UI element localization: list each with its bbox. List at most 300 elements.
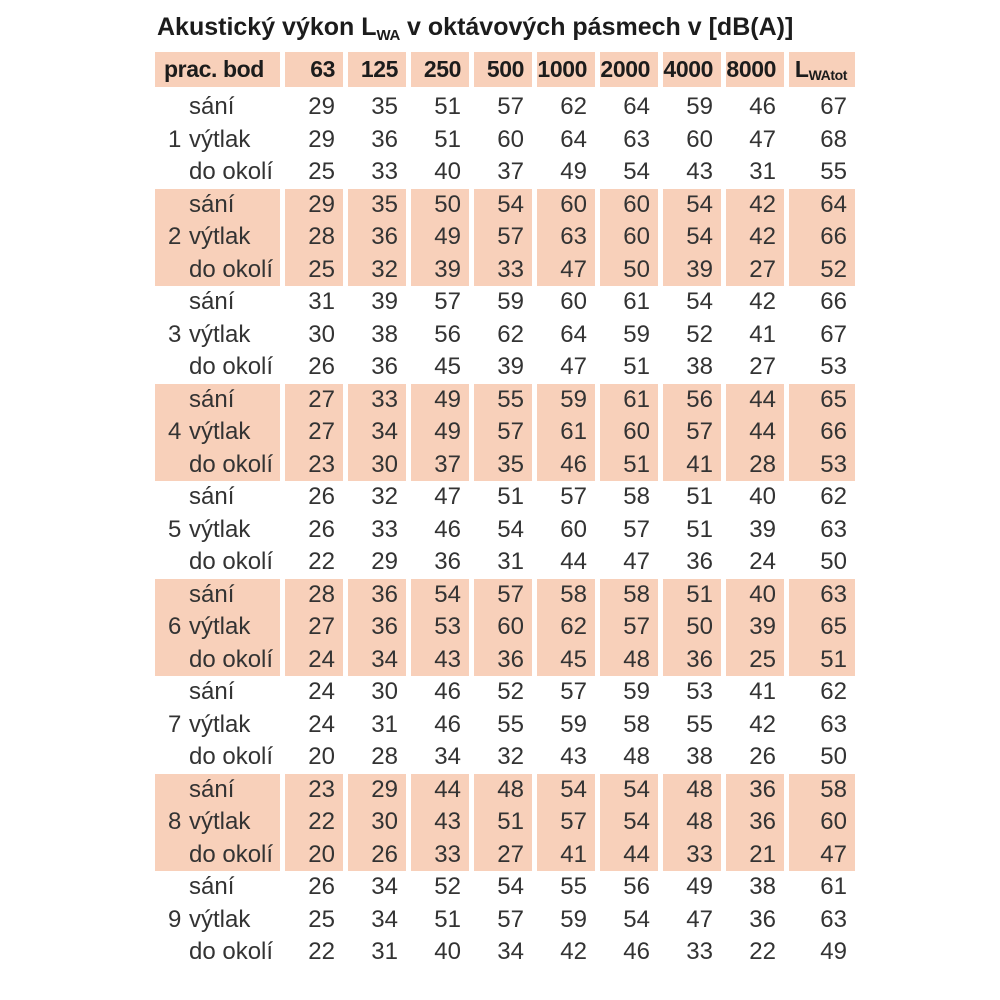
table-row [155,904,855,937]
value-cell: 59 [537,384,595,417]
value-cell: 63 [820,710,847,738]
value-cell: 41 [663,449,721,482]
value-cell: 46 [434,515,461,543]
value-cell: 51 [434,125,461,153]
value-cell: 33 [348,384,406,417]
value-cell: 37 [411,449,469,482]
row-label: do okolí [189,645,274,673]
value-cell: 39 [663,254,721,287]
value-cell: 50 [600,254,658,287]
value-cell: 30 [371,678,398,705]
group-number: 4 [168,418,182,445]
value-cell: 60 [600,221,658,254]
row-label: výtlak [189,905,251,933]
value-cell: 56 [434,320,461,348]
value-cell: 42 [749,288,776,315]
value-cell: 55 [686,710,713,738]
value-cell: 58 [789,774,855,807]
table-row [155,936,855,969]
row-header-cell [155,221,280,254]
value-cell: 56 [663,384,721,417]
value-cell: 36 [726,806,784,839]
value-cell: 43 [560,743,587,770]
value-cell: 57 [474,416,532,449]
value-cell: 55 [560,873,587,900]
value-cell: 64 [560,125,587,153]
table-row [155,221,855,254]
value-cell: 32 [371,483,398,510]
value-cell: 27 [749,353,776,380]
value-cell: 36 [348,611,406,644]
value-cell: 57 [474,221,532,254]
row-label: sání [189,288,235,315]
value-cell: 67 [820,93,847,120]
value-cell: 30 [308,320,335,348]
value-cell: 36 [474,644,532,677]
value-cell: 29 [308,125,335,153]
value-cell: 28 [285,221,343,254]
value-cell: 36 [348,579,406,612]
row-label: výtlak [189,418,251,445]
value-cell: 51 [600,449,658,482]
value-cell: 39 [726,611,784,644]
value-cell: 58 [623,483,650,510]
value-cell: 59 [623,320,650,348]
value-cell: 61 [623,288,650,315]
value-cell: 36 [749,905,776,933]
value-cell: 57 [600,611,658,644]
value-cell: 51 [497,483,524,510]
row-label: výtlak [189,125,251,153]
value-cell: 31 [749,158,776,185]
value-cell: 62 [820,483,847,510]
group-number: 9 [168,905,182,933]
value-cell: 64 [560,320,587,348]
total-header-main: L [794,56,809,82]
row-header-cell [155,676,280,709]
value-cell: 33 [371,158,398,185]
value-cell: 57 [560,483,587,510]
value-cell: 36 [371,353,398,380]
row-header-cell [155,936,280,969]
row-header-cell [155,579,280,612]
table-row [155,611,855,644]
value-cell: 47 [560,353,587,380]
value-cell: 49 [560,158,587,185]
row-label: do okolí [189,840,274,868]
table-row [155,806,855,839]
row-label: sání [189,93,235,120]
value-cell: 26 [749,743,776,770]
value-cell: 25 [308,905,335,933]
value-cell: 28 [285,579,343,612]
value-cell: 54 [600,806,658,839]
value-cell: 51 [434,905,461,933]
value-cell: 28 [371,743,398,770]
value-cell: 42 [560,938,587,965]
value-cell: 26 [308,873,335,900]
table-row [155,254,855,287]
value-cell: 62 [820,678,847,705]
value-cell: 22 [308,938,335,965]
value-cell: 33 [474,254,532,287]
table-row [155,871,855,904]
value-cell: 30 [348,806,406,839]
value-cell: 48 [600,644,658,677]
value-cell: 60 [474,611,532,644]
value-cell: 39 [749,515,776,543]
group-number: 1 [168,125,182,153]
value-cell: 41 [537,839,595,872]
value-cell: 34 [371,905,398,933]
table-row [155,546,855,579]
row-header-cell [155,481,280,514]
value-cell: 40 [434,938,461,965]
row-header-cell [155,416,280,449]
value-cell: 28 [726,449,784,482]
value-cell: 51 [686,515,713,543]
column-header-8000: 8000 [726,52,784,87]
value-cell: 59 [560,710,587,738]
table-row [155,481,855,514]
value-cell: 62 [497,320,524,348]
value-cell: 55 [497,710,524,738]
column-header-2000: 2000 [600,52,658,87]
value-cell: 61 [600,384,658,417]
column-header-lwatot [789,52,855,87]
value-cell: 36 [348,221,406,254]
value-cell: 42 [726,189,784,222]
value-cell: 60 [600,416,658,449]
value-cell: 25 [285,254,343,287]
column-header-500: 500 [474,52,532,87]
value-cell: 57 [434,288,461,315]
row-header-cell [155,91,280,124]
value-cell: 35 [474,449,532,482]
value-cell: 30 [348,449,406,482]
value-cell: 34 [497,938,524,965]
row-header-cell [155,709,280,742]
value-cell: 53 [686,678,713,705]
row-header-cell [155,546,280,579]
row-header-cell [155,611,280,644]
table-row [155,156,855,189]
value-cell: 22 [308,548,335,575]
value-cell: 60 [537,189,595,222]
value-cell: 45 [537,644,595,677]
value-cell: 47 [537,254,595,287]
row-header-cell [155,189,280,222]
row-header-cell [155,806,280,839]
value-cell: 47 [789,839,855,872]
value-cell: 44 [726,384,784,417]
value-cell: 61 [537,416,595,449]
value-cell: 54 [623,158,650,185]
value-cell: 38 [371,320,398,348]
value-cell: 24 [308,710,335,738]
value-cell: 56 [623,873,650,900]
value-cell: 29 [348,774,406,807]
value-cell: 34 [434,743,461,770]
table-row [155,741,855,774]
table-row [155,189,855,222]
row-header-cell [155,254,280,287]
value-cell: 57 [663,416,721,449]
value-cell: 48 [474,774,532,807]
value-cell: 54 [686,288,713,315]
value-cell: 54 [537,774,595,807]
value-cell: 40 [434,158,461,185]
value-cell: 39 [497,353,524,380]
row-label: sání [189,385,235,413]
row-label: sání [189,678,235,705]
value-cell: 46 [749,93,776,120]
value-cell: 54 [497,515,524,543]
value-cell: 63 [820,515,847,543]
row-header-cell [155,904,280,937]
value-cell: 22 [285,806,343,839]
value-cell: 33 [686,938,713,965]
value-cell: 39 [371,288,398,315]
value-cell: 63 [537,221,595,254]
value-cell: 68 [820,125,847,153]
value-cell: 49 [820,938,847,965]
value-cell: 59 [560,905,587,933]
value-cell: 49 [411,416,469,449]
row-label: výtlak [189,223,251,250]
value-cell: 54 [663,189,721,222]
value-cell: 36 [663,644,721,677]
value-cell: 34 [348,416,406,449]
table-row [155,644,855,677]
value-cell: 34 [371,873,398,900]
value-cell: 32 [348,254,406,287]
value-cell: 42 [749,710,776,738]
value-cell: 54 [497,873,524,900]
total-header-subscript: WAtot [808,67,847,83]
value-cell: 53 [820,353,847,380]
value-cell: 40 [749,483,776,510]
value-cell: 31 [308,288,335,315]
value-cell: 57 [537,806,595,839]
document-page [155,13,855,969]
row-label: sání [189,190,235,218]
table-row [155,286,855,319]
table-body [155,91,855,969]
value-cell: 25 [308,158,335,185]
value-cell: 50 [663,611,721,644]
column-header-125: 125 [348,52,406,87]
value-cell: 55 [474,384,532,417]
table-row [155,351,855,384]
value-cell: 59 [623,678,650,705]
value-cell: 49 [411,384,469,417]
value-cell: 43 [411,644,469,677]
row-label: do okolí [189,548,274,575]
group-number: 7 [168,710,182,738]
row-label: do okolí [189,450,274,478]
value-cell: 58 [537,579,595,612]
value-cell: 49 [411,221,469,254]
value-cell: 48 [663,806,721,839]
value-cell: 61 [820,873,847,900]
value-cell: 26 [308,483,335,510]
value-cell: 66 [789,221,855,254]
value-cell: 41 [749,678,776,705]
value-cell: 55 [820,158,847,185]
value-cell: 64 [789,189,855,222]
value-cell: 52 [686,320,713,348]
value-cell: 48 [623,743,650,770]
table-header-row [155,52,855,87]
value-cell: 62 [537,611,595,644]
value-cell: 38 [686,743,713,770]
table-row [155,416,855,449]
value-cell: 33 [411,839,469,872]
value-cell: 52 [789,254,855,287]
table-row [155,579,855,612]
group-number: 2 [168,223,182,250]
row-header-cell [155,384,280,417]
value-cell: 27 [285,416,343,449]
value-cell: 49 [686,873,713,900]
value-cell: 40 [726,579,784,612]
group-number: 6 [168,613,182,640]
value-cell: 47 [434,483,461,510]
table-row [155,839,855,872]
value-cell: 21 [726,839,784,872]
value-cell: 57 [474,579,532,612]
value-cell: 66 [820,288,847,315]
value-cell: 26 [308,353,335,380]
value-cell: 34 [348,644,406,677]
column-header-1000: 1000 [537,52,595,87]
value-cell: 37 [497,158,524,185]
column-header-4000: 4000 [663,52,721,87]
row-label: do okolí [189,255,274,283]
row-header-cell [155,741,280,774]
value-cell: 26 [348,839,406,872]
column-header-63: 63 [285,52,343,87]
table-row [155,514,855,547]
column-header-250: 250 [411,52,469,87]
table-row [155,709,855,742]
group-number: 5 [168,515,182,543]
value-cell: 51 [686,483,713,510]
column-header-prac-bod: prac. bod [155,52,280,87]
value-cell: 31 [371,710,398,738]
value-cell: 57 [497,93,524,120]
value-cell: 33 [371,515,398,543]
table-row [155,774,855,807]
value-cell: 53 [789,449,855,482]
value-cell: 41 [749,320,776,348]
value-cell: 58 [600,579,658,612]
value-cell: 29 [371,548,398,575]
row-label: do okolí [189,743,274,770]
row-header-cell [155,514,280,547]
value-cell: 44 [726,416,784,449]
value-cell: 24 [308,678,335,705]
value-cell: 54 [663,221,721,254]
row-header-cell [155,351,280,384]
value-cell: 51 [434,93,461,120]
value-cell: 65 [789,384,855,417]
value-cell: 29 [308,93,335,120]
value-cell: 47 [686,905,713,933]
value-cell: 44 [600,839,658,872]
value-cell: 23 [285,449,343,482]
value-cell: 25 [726,644,784,677]
value-cell: 57 [497,905,524,933]
value-cell: 52 [434,873,461,900]
table-row [155,449,855,482]
value-cell: 47 [749,125,776,153]
value-cell: 26 [308,515,335,543]
row-header-cell [155,871,280,904]
group-number: 3 [168,320,182,348]
value-cell: 20 [308,743,335,770]
row-header-cell [155,644,280,677]
value-cell: 63 [820,905,847,933]
value-cell: 36 [434,548,461,575]
value-cell: 57 [623,515,650,543]
value-cell: 22 [749,938,776,965]
value-cell: 54 [474,189,532,222]
row-header-cell [155,319,280,352]
value-cell: 54 [411,579,469,612]
row-label: do okolí [189,158,274,185]
value-cell: 66 [789,416,855,449]
value-cell: 24 [749,548,776,575]
value-cell: 60 [497,125,524,153]
table-row [155,124,855,157]
value-cell: 60 [560,515,587,543]
value-cell: 24 [285,644,343,677]
value-cell: 51 [789,644,855,677]
value-cell: 44 [560,548,587,575]
value-cell: 27 [474,839,532,872]
row-header-cell [155,124,280,157]
value-cell: 51 [623,353,650,380]
row-label: sání [189,580,235,608]
value-cell: 54 [600,774,658,807]
value-cell: 60 [600,189,658,222]
value-cell: 46 [434,710,461,738]
value-cell: 51 [474,806,532,839]
value-cell: 44 [411,774,469,807]
row-label: výtlak [189,710,251,738]
value-cell: 53 [411,611,469,644]
value-cell: 63 [623,125,650,153]
row-label: do okolí [189,353,274,380]
value-cell: 59 [497,288,524,315]
value-cell: 27 [285,384,343,417]
value-cell: 23 [285,774,343,807]
value-cell: 50 [820,548,847,575]
value-cell: 29 [285,189,343,222]
title-suffix: v oktávových pásmech v [dB(A)] [400,13,794,41]
table-row [155,91,855,124]
value-cell: 50 [411,189,469,222]
value-cell: 52 [497,678,524,705]
table-row [155,384,855,417]
value-cell: 64 [623,93,650,120]
value-cell: 36 [371,125,398,153]
value-cell: 38 [686,353,713,380]
value-cell: 58 [623,710,650,738]
row-label: výtlak [189,808,251,835]
